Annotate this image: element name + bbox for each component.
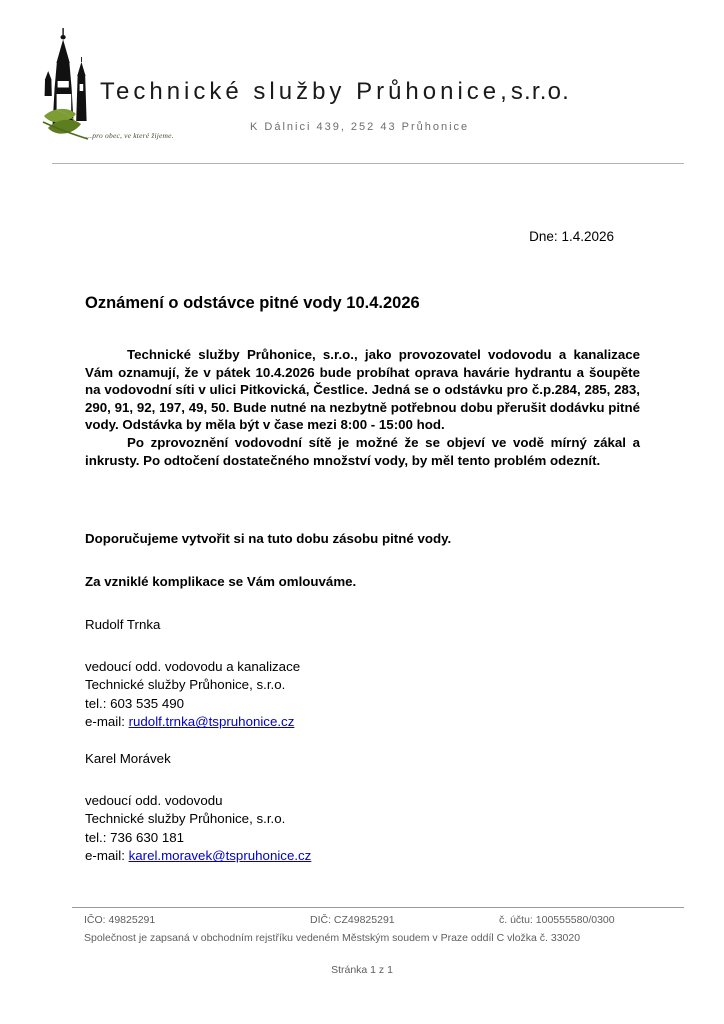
notice-line-2: Za vzniklé komplikace se Vám omlouváme. (85, 573, 357, 589)
page-number: Stránka 1 z 1 (331, 964, 393, 976)
company-name-main: Technické služby Průhonice, (100, 78, 511, 105)
signatory-name: Rudolf Trnka (85, 617, 161, 632)
document-body (85, 346, 640, 469)
email-label: e-mail: (85, 848, 129, 864)
signature-block-1 (85, 616, 565, 732)
signatory-position: vedoucí odd. vodovodu a kanalizace (85, 658, 301, 674)
signature-block-2 (85, 750, 565, 866)
page-title: Oznámení o odstávce pitné vody 10.4.2026 (85, 294, 420, 313)
signatory-email-row (85, 847, 565, 866)
footer-account: č. účtu: 100555580/0300 (499, 914, 615, 926)
body-paragraph-2: Po zprovoznění vodovodní sítě je možné že se objeví ve vodě mírný zákal a inkrusty. Po odtočení dostatečného množství vody, by měl tento problém odeznít. (85, 434, 640, 468)
footer-registration: Společnost je zapsaná v obchodním rejstříku vedeném Městským soudem v Praze oddíl C vložka č. 33020 (84, 932, 581, 944)
footer-divider (72, 907, 684, 908)
signatory-company: Technické služby Průhonice, s.r.o. (85, 677, 286, 693)
company-address: K Dálnici 439, 252 43 Průhonice (250, 121, 470, 133)
logo-tagline: ...pro obec, ve které žijeme. (86, 131, 174, 140)
body-paragraph-1: Technické služby Průhonice, s.r.o., jako provozovatel vodovodu a kanalizace Vám oznamují, že v pátek 10.4.2026 bude probíhat oprava havárie hydrantu a šoupěte na vodovodní síti v ulici Pitkovická, Čestlice. Jedná se o odstávku pro č.p.284, 285, 283, 290, 91, 92, 197, 49, 50. Bude nutné na nezbytně potřebnou dobu přerušit dodávku pitné vody. Odstávka by měla být v čase mezi 8:00 - 15:00 hod. (85, 347, 640, 433)
footer-ico: IČO: 49825291 (84, 914, 156, 926)
notice-block (85, 530, 645, 590)
notice-line-1: Doporučujeme vytvořit si na tuto dobu zásobu pitné vody. (85, 531, 452, 546)
footer-dic: DIČ: CZ49825291 (310, 914, 395, 926)
email-label: e-mail: (85, 714, 129, 730)
email-link[interactable]: rudolf.trnka@tspruhonice.cz (128, 714, 295, 730)
signatory-phone: tel.: 603 535 490 (85, 695, 185, 711)
document-date: Dne: 1.4.2026 (529, 229, 614, 244)
signatory-email-row (85, 713, 565, 732)
signatory-details (85, 792, 565, 866)
letterhead-header (0, 0, 724, 172)
company-name-suffix: s.r.o. (510, 78, 571, 105)
signatory-details (85, 658, 565, 732)
signatory-phone: tel.: 736 630 181 (85, 829, 185, 845)
company-name (100, 78, 570, 106)
email-link[interactable]: karel.moravek@tspruhonice.cz (128, 848, 312, 864)
header-divider (52, 163, 684, 164)
signatory-position: vedoucí odd. vodovodu (85, 792, 223, 808)
signatory-name: Karel Morávek (85, 751, 171, 766)
footer-identifiers (84, 914, 684, 928)
signatory-company: Technické služby Průhonice, s.r.o. (85, 811, 286, 827)
